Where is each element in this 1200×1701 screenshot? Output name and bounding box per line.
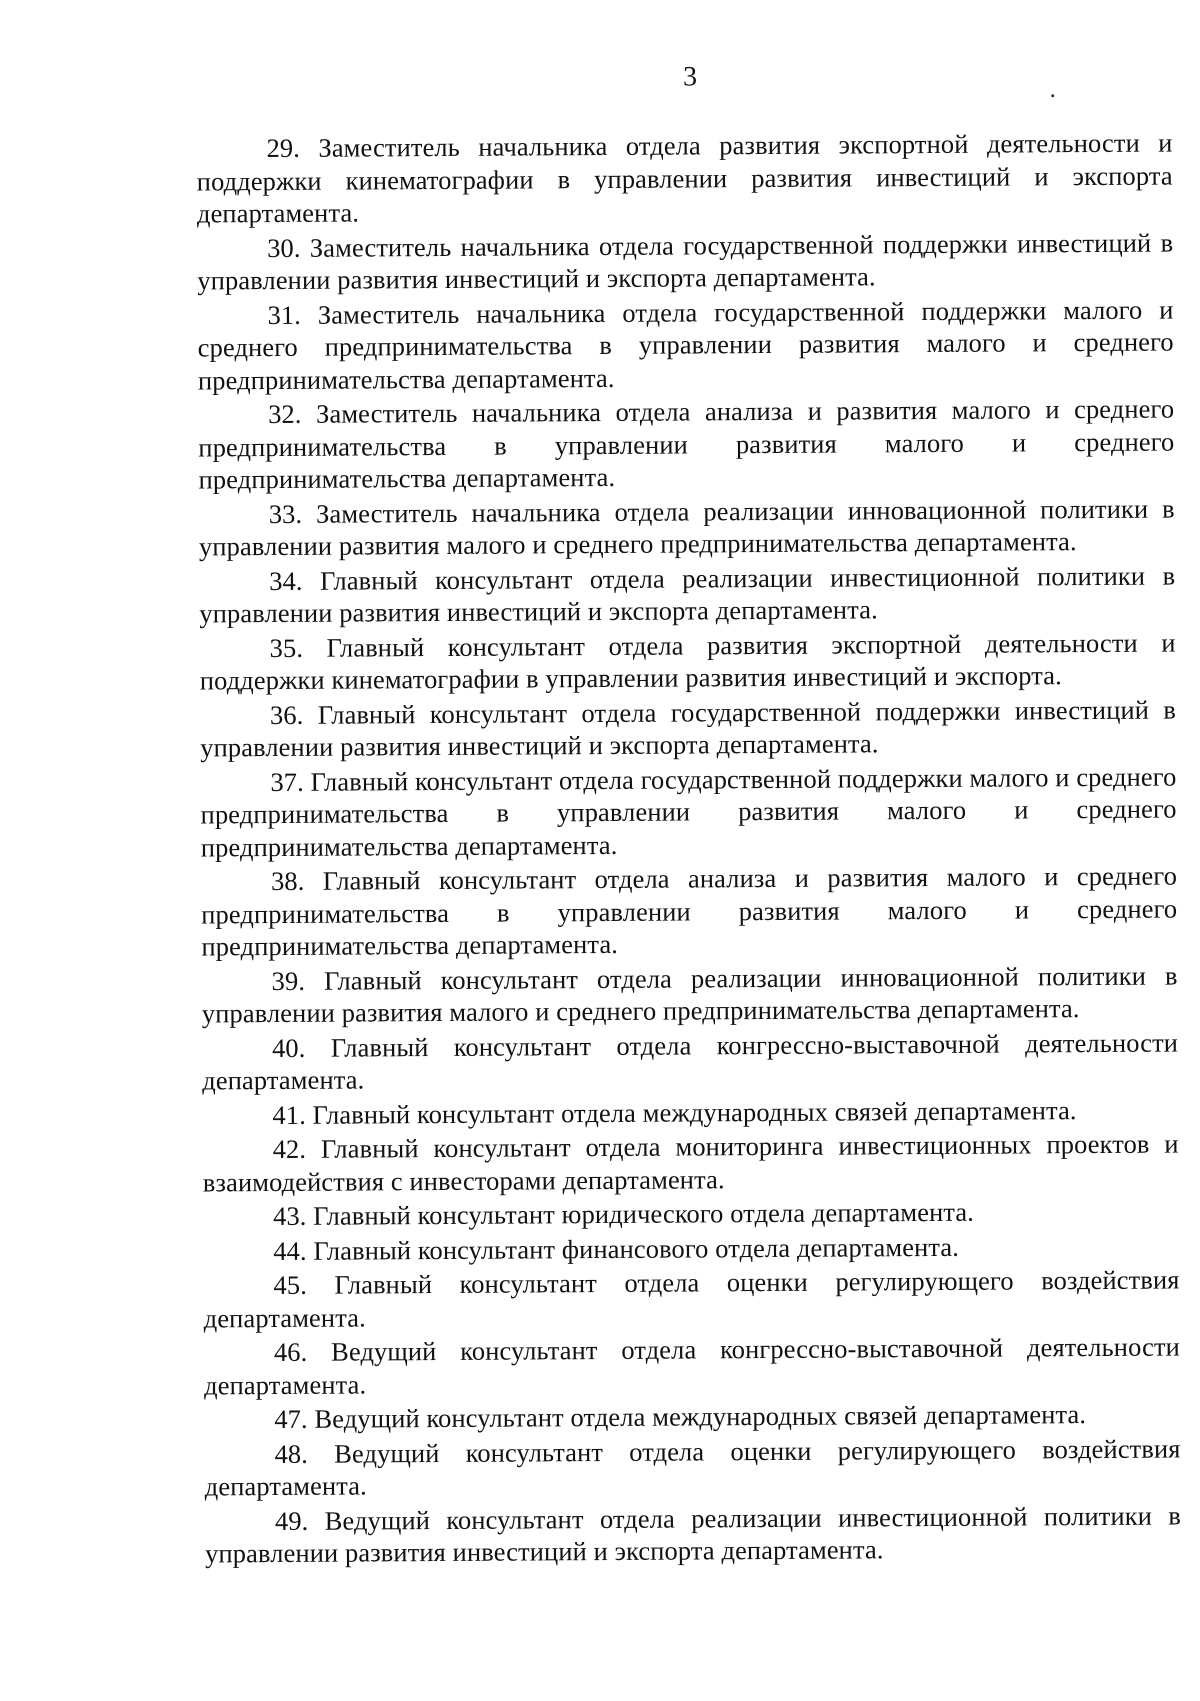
list-item: 47. Ведущий консультант отдела международных связей департамента. bbox=[274, 1399, 1087, 1435]
list-item: 44. Главный консультант финансового отдела департамента. bbox=[273, 1231, 960, 1266]
list-item: 41. Главный консультант отдела международных связей департамента. bbox=[272, 1094, 1077, 1130]
list-item: 45. Главный консультант отдела оценки регулирующего воздействия департамента. bbox=[203, 1264, 1180, 1333]
list-item: 46. Ведущий консультант отдела конгрессно-выставочной деятельности департамента. bbox=[203, 1331, 1180, 1400]
list-item: 39. Главный консультант отдела реализации инновационной политики в управлении развития малого и среднего предпринимательства департамента. bbox=[201, 959, 1178, 1029]
list-item: 36. Главный консультант отдела государственной поддержки инвестиций в управлении развития инвестиций и экспорта департамента. bbox=[200, 693, 1177, 763]
list-item: 38. Главный консультант отдела анализа и развития малого и среднего предпринимательства в управлении развития малого и среднего предпринимательства департамента. bbox=[201, 860, 1178, 962]
list-item: 33. Заместитель начальника отдела реализации инновационной политики в управлении развития малого и среднего предпринимательства департамента. bbox=[198, 492, 1175, 562]
list-item: 43. Главный консультант юридического отдела департамента. bbox=[272, 1196, 975, 1232]
list-item: 35. Главный консультант отдела развития экспортной деятельности и поддержки кинематографии в управлении развития инвестиций и экспорта. bbox=[199, 626, 1176, 696]
list-item: 37. Главный консультант отдела государственной поддержки малого и среднего предпринимательства в управлении развития малого и среднего предпринимательства департамента. bbox=[200, 760, 1177, 862]
list-item: 30. Заместитель начальника отдела государственной поддержки инвестиций в управлении развития инвестиций и экспорта департамента. bbox=[197, 227, 1174, 296]
list-item: 31. Заместитель начальника отдела государственной поддержки малого и среднего предпринимательства в управлении развития малого и среднего предпринимательства департамента. bbox=[197, 294, 1174, 395]
list-item: 32. Заместитель начальника отдела анализа и развития малого и среднего предпринимательства в управлении развития малого и среднего предпринимательства департамента. bbox=[198, 393, 1175, 495]
page-number: 3 bbox=[683, 61, 698, 93]
list-item: 48. Ведущий консультант отдела оценки регулирующего воздействия департамента. bbox=[204, 1432, 1181, 1502]
list-item: 49. Ведущий консультант отдела реализации инвестиционной политики в управлении развития инвестиций и экспорта департамента. bbox=[205, 1499, 1181, 1569]
list-item: 40. Главный консультант отдела конгрессно-выставочной деятельности департамента. bbox=[202, 1026, 1179, 1096]
list-item: 34. Главный консультант отдела реализации инвестиционной политики в управлении развития инвестиций и экспорта департамента. bbox=[199, 559, 1176, 629]
position-list bbox=[196, 127, 1181, 1572]
scan-speck bbox=[1051, 94, 1054, 97]
list-item: 29. Заместитель начальника отдела развития экспортной деятельности и поддержки кинематографии в управлении развития инвестиций и экспорта департамента. bbox=[196, 127, 1173, 229]
list-item: 42. Главный консультант отдела мониторинга инвестиционных проектов и взаимодействия с инвесторами департамента. bbox=[202, 1128, 1179, 1197]
